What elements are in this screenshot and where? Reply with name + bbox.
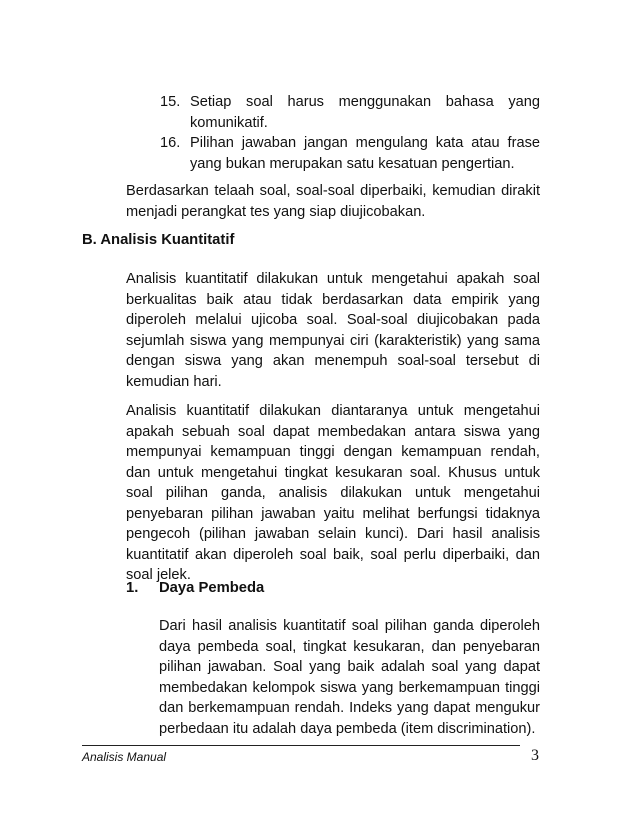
footer-title: Analisis Manual xyxy=(82,750,167,764)
section-paragraph-2: Analisis kuantitatif dilakukan diantaranya untuk mengetahui apakah sebuah soal dapat membedakan antara siswa yang mempunyai kemampuan tinggi dengan kemampuan rendah, dan untuk mengetahui tingkat kesukaran soal. Khusus untuk soal pilihan ganda, analisis dilakukan untuk mengetahui penyebaran pilihan jawaban yaitu melihat berfungsi tidaknya pengecoh (pilihan jawaban selain kunci). Dari hasil analisis kuantitatif akan diperoleh soal baik, soal perlu diperbaiki, dan soal jelek. xyxy=(126,403,540,583)
list-item-text: Pilihan jawaban jangan mengulang kata atau frase yang bukan merupakan satu kesatuan pengertian. xyxy=(190,135,540,172)
section-heading: B. Analisis Kuantitatif xyxy=(82,232,235,248)
footer-divider xyxy=(82,745,520,746)
list-item-16 xyxy=(160,133,540,174)
section-paragraph-1: Analisis kuantitatif dilakukan untuk mengetahui apakah soal berkualitas baik atau tidak berdasarkan data empirik yang diperoleh melalui ujicoba soal. Soal-soal diujicobakan pada sejumlah siswa yang mempunyai ciri (karakteristik) yang sama dengan siswa yang akan menempuh soal-soal tersebut di kemudian hari. xyxy=(126,271,540,390)
subsection-number: 1. xyxy=(126,580,139,596)
list-item-number: 15. xyxy=(160,94,181,110)
numbered-list xyxy=(160,92,540,174)
subsection-paragraph: Dari hasil analisis kuantitatif soal pilihan ganda diperoleh daya pembeda soal, tingkat kesukaran, dan penyebaran pilihan jawaban. Soal yang baik adalah soal yang dapat membedakan kelompok siswa yang berkemampuan tinggi dan berkemampuan rendah. Indeks yang dapat mengukur perbedaan itu adalah daya pembeda (item discrimination). xyxy=(159,618,540,737)
page-number: 3 xyxy=(531,747,539,764)
list-item-15 xyxy=(160,92,540,133)
list-item-number: 16. xyxy=(160,135,181,151)
subsection-title: Daya Pembeda xyxy=(159,580,265,596)
intro-paragraph: Berdasarkan telaah soal, soal-soal diperbaiki, kemudian dirakit menjadi perangkat tes yang siap diujicobakan. xyxy=(126,183,540,220)
subsection-heading xyxy=(126,580,264,596)
list-item-text: Setiap soal harus menggunakan bahasa yang komunikatif. xyxy=(190,94,540,131)
